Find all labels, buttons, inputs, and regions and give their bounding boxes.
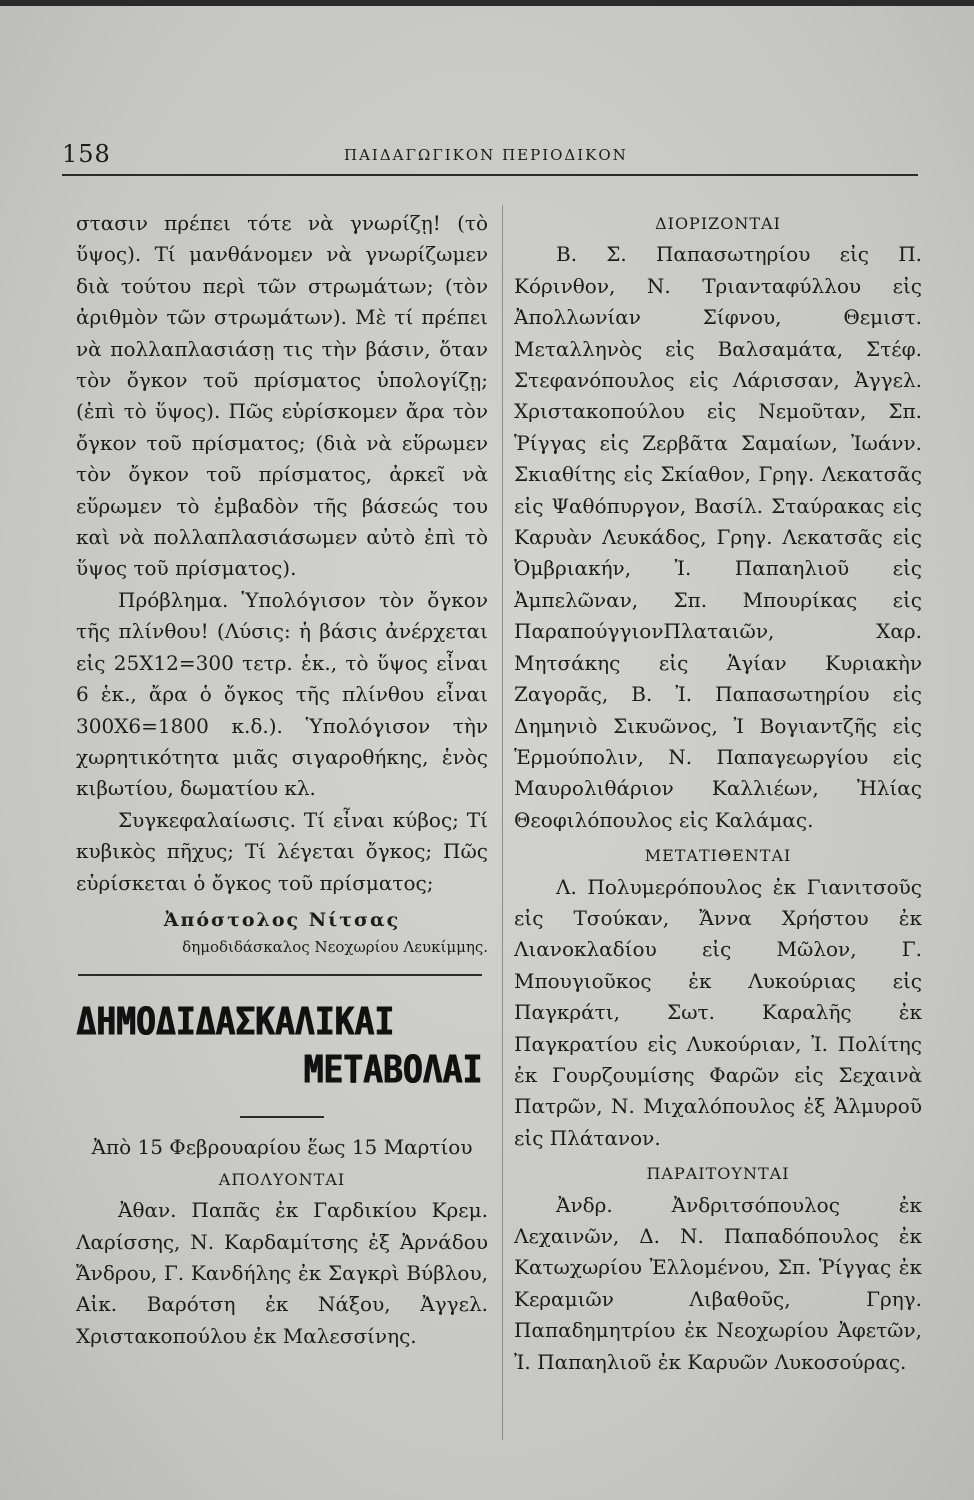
lesson-paragraph: στασιν πρέπει τότε νὰ γνωρίζῃ! (τὸ ὕψος). Τί μανθάνομεν νὰ γνωρίζωμεν διὰ τούτου περὶ τῶν στρωμάτων; (τὸν ἀριθμὸν τῶν στρωμάτων). Μὲ τί πρέπει νὰ πολλαπλασιάσῃ τις τὴν βάσιν, ὅταν τὸν ὄγκον τοῦ πρίσματος ὑπολογίζῃ; (ἐπὶ τὸ ὕψος). Πῶς εὑρίσκομεν ἄρα τὸν ὄγκον τοῦ πρίσματος; (διὰ νὰ εὕρωμεν τὸν ὄγκον τοῦ πρίσματος, ἀρκεῖ νὰ εὕρωμεν τὸ ἐμβαδὸν τῆς βάσεώς του καὶ νὰ πολλαπλασιάσωμεν αὐτὸ ἐπὶ τὸ ὕψος τοῦ πρίσματος). (76, 211, 488, 581)
appointments-text: Β. Σ. Παπασωτηρίου εἰς Π. Κόρινθον, Ν. Τριανταφύλλου εἰς Ἀπολλωνίαν Σίφνου, Θεμιστ. Μεταλληνὸς εἰς Βαλσαμάτα, Στέφ. Στεφανόπουλος εἰς Λάρισσαν, Ἀγγελ. Χριστακοπούλου εἰς Νεμοῦταν, Σπ. Ῥίγγας εἰς Ζερβᾶτα Σαμαίων, Ἰωάνν. Σκιαθίτης εἰς Σκίαθον, Γρηγ. Λεκατσᾶς εἰς Ψαθόπυργον, Βασίλ. Σταύρακας εἰς Καρυὰν Λευκάδος, Γρηγ. Λεκατσᾶς εἰς Ὀμβριακήν, Ἰ. Παπαηλιοῦ εἰς Ἀμπελῶναν, Σπ. Μπουρίκας εἰς ΠαραπούγγιονΠλαταιῶν, Χαρ. Μητσάκης εἰς Ἁγίαν Κυριακὴν Ζαγορᾶς, Β. Ἰ. Παπασωτηρίου εἰς Δημηνιὸ Σικυῶνος, Ἰ Βογιαντζῆς εἰς Ἑρμούπολιν, Ν. Παπαγεωργίου εἰς Μαυρολιθάριον Καλλιέων, Ἠλίας Θεοφιλόπουλος εἰς Καλάμας. (514, 242, 922, 832)
heading-transfers: ΜΕΤΑΤΙΘΕΝΤΑΙ (644, 846, 792, 866)
heading-dismissals: ΑΠΟΛΥΟΝΤΑΙ (218, 1169, 346, 1189)
title-underline (240, 1116, 324, 1118)
dismissals-text: Ἀθαν. Παπᾶς ἐκ Γαρδικίου Κρεμ. Λαρίσσης, Ν. Καρδαμίτσης ἐξ Ἀρνάδου Ἄνδρου, Γ. Κανδήλης ἐκ Σαγκρὶ Βύβλου, Αἰκ. Βαρότση ἐκ Νάξου, Ἀγγελ. Χριστακοπούλου ἐκ Μαλεσσίνης. (76, 1198, 488, 1348)
left-column (76, 208, 488, 1352)
problem-paragraph: Πρόβλημα. Ὑπολόγισον τὸν ὄγκον τῆς πλίνθου! (Λύσις: ἡ βάσις ἀνέρχεται εἰς 25Χ12=300 τετρ. ἑκ., τὸ ὕψος εἶναι 6 ἑκ., ἄρα ὁ ὄγκος τῆς πλίνθου εἶναι 300Χ6=1800 κ.δ.). Ὑπολόγισον τὴν χωρητικότητα μιᾶς σιγαροθήκης, ἑνὸς κιβωτίου, δωματίου κλ. (76, 587, 488, 801)
summary-paragraph: Συγκεφαλαίωσις. Τί εἶναι κύβος; Τί κυβικὸς πῆχυς; Τί λέγεται ὄγκος; Πῶς εὑρίσκεται ὁ ὄγκος τοῦ πρίσματος; (76, 807, 488, 895)
header-rule (62, 174, 918, 176)
heading-appointments: ΔΙΟΡΙΖΟΝΤΑΙ (655, 214, 781, 233)
column-divider (502, 205, 503, 1440)
author-role: δημοδιδάσκαλος Νεοχωρίου Λευκίμμης. (182, 938, 488, 957)
transfers-text: Λ. Πολυμερόπουλος ἐκ Γιανιτσοῦς εἰς Τσούκαν, Ἄννα Χρήστου ἐκ Λιανοκλαδίου εἰς Μῶλον, Γ. Μπουγιοῦκος ἐκ Λυκούριας εἰς Παγκράτι, Σωτ. Καραλῆς ἐκ Παγκρατίου εἰς Λυκούριαν, Ἰ. Πολίτης ἐκ Γουρζουμίσης Φαρῶν εἰς Σεχαινὰ Πατρῶν, Ν. Μιχαλόπουλος ἐξ Ἀλμυροῦ εἰς Πλάτανον. (514, 874, 922, 1150)
page-top-edge (0, 0, 974, 6)
section-title-line-2: ΜΕΤΑΒΟΛΑΙ (303, 1047, 482, 1093)
page-header (62, 140, 918, 174)
resignations-text: Ἀνδρ. Ἀνδριτσόπουλος ἐκ Λεχαινῶν, Δ. Ν. Παπαδόπουλος ἐκ Κατωχωρίου Ἐλλομένου, Σπ. Ῥίγγας ἐκ Κεραμιῶν Λιβαθοῦς, Γρηγ. Παπαδημητρίου ἐκ Νεοχωρίου Ἀφετῶν, Ἰ. Παπαηλιοῦ ἐκ Καρυῶν Λυκοσούρας. (514, 1192, 922, 1374)
date-range: Ἀπὸ 15 Φεβρουαρίου ἕως 15 Μαρτίου (91, 1135, 473, 1160)
running-title: ΠΑΙΔΑΓΩΓΙΚΟΝ ΠΕΡΙΟΔΙΚΟΝ (344, 146, 628, 164)
page-number: 158 (62, 140, 111, 168)
section-title-line-1: ΔΗΜΟΔΙΔΑΣΚΑΛΙΚΑΙ (76, 999, 394, 1045)
author-signature: Ἀπόστολος Νίτσας (163, 908, 401, 931)
right-column (514, 208, 922, 1378)
section-rule (78, 974, 482, 976)
heading-resignations: ΠΑΡΑΙΤΟΥΝΤΑΙ (646, 1164, 790, 1184)
